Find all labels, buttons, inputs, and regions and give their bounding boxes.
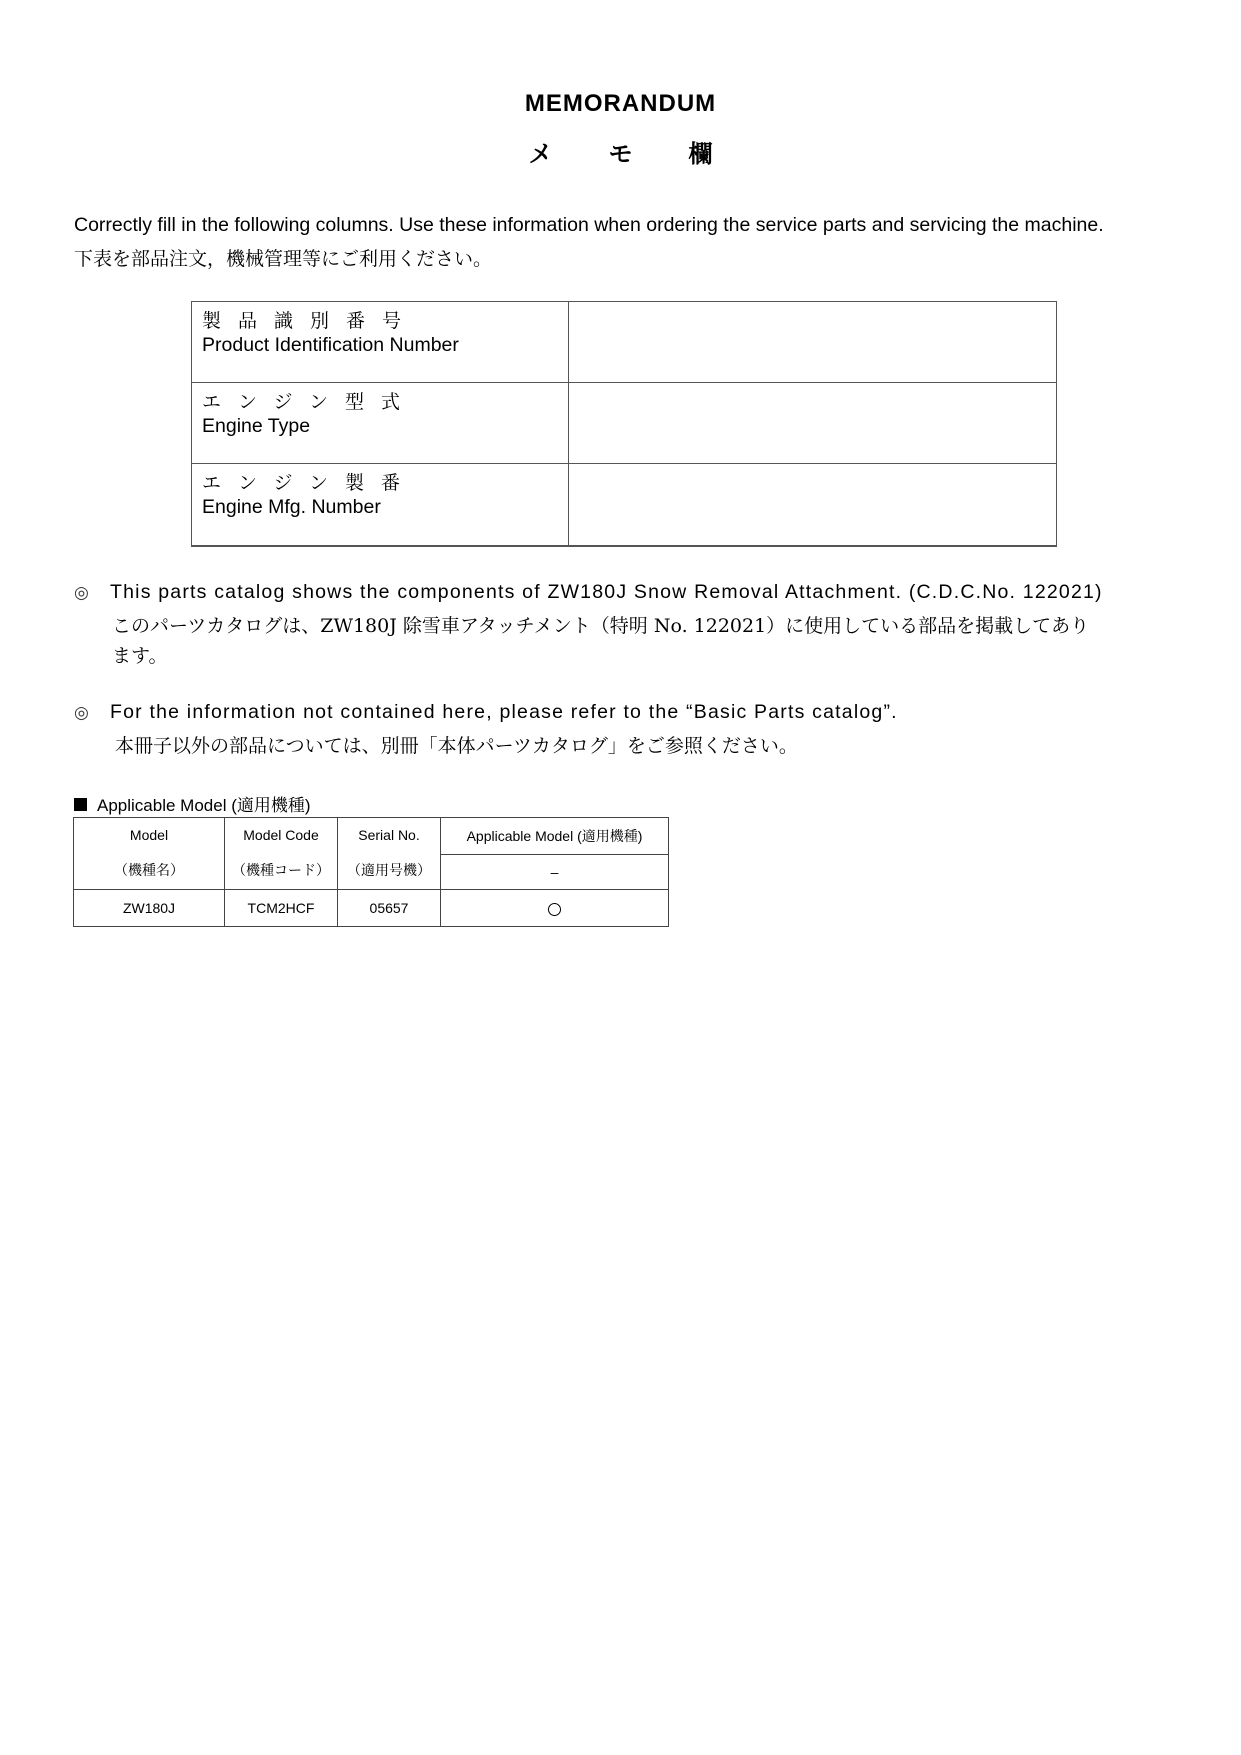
applicable-heading-text: Applicable Model (適用機種) (97, 796, 311, 815)
memo-label-jp: エンジン製番 (202, 472, 418, 495)
memo-label-cell (192, 464, 569, 545)
cell-model-code: TCM2HCF (225, 890, 338, 927)
header-code-en: Model Code (243, 827, 319, 843)
memo-label-jp: 製品識別番号 (202, 310, 419, 332)
circle-mark-icon (548, 903, 561, 916)
memo-label-jp: エンジン型式 (202, 391, 418, 414)
note-text-jp: このパーツカタログは、ZW180J 除雪車アタッチメント（特明 No. 122021）に使用している部品を掲載してあり (112, 615, 1090, 637)
memo-value-product-id[interactable] (569, 302, 1057, 383)
memo-value-engine-type[interactable] (569, 383, 1057, 464)
table-row (74, 890, 669, 927)
cell-serial: 05657 (338, 890, 441, 927)
memo-row-engine-type (192, 383, 1057, 464)
applicable-model-heading (74, 791, 311, 816)
memo-value-blank[interactable] (569, 545, 1057, 546)
memo-row-blank (192, 545, 1057, 546)
models-header-row-1 (74, 818, 669, 855)
memo-label-en: Product Identification Number (202, 334, 459, 356)
intro-english: Correctly fill in the following columns. Use these information when ordering the service parts and servicing the machine. (74, 214, 1104, 236)
header-serial-jp: （適用号機） (347, 862, 431, 878)
memo-label-cell (192, 302, 569, 383)
memo-label-en: Engine Type (202, 415, 311, 438)
cell-applicable (441, 890, 669, 927)
memo-label-en: Engine Mfg. Number (202, 496, 381, 519)
cell-model: ZW180J (74, 890, 225, 927)
memo-row-engine-mfg (192, 464, 1057, 545)
note-text-jp: 本冊子以外の部品については、別冊「本体パーツカタログ」をご参照ください。 (115, 735, 798, 757)
note-text-jp: ます。 (112, 645, 168, 667)
title-japanese (0, 134, 1241, 169)
memo-table (191, 301, 1057, 547)
title-jp-char: 欄 (688, 140, 713, 168)
title-jp-char: モ (608, 140, 633, 168)
applicable-model-table (73, 817, 669, 927)
header-model-code (225, 818, 338, 890)
double-circle-icon: ◎ (74, 703, 89, 723)
double-circle-icon: ◎ (74, 583, 89, 603)
header-model (74, 818, 225, 890)
header-model-en: Model (129, 827, 169, 843)
memo-label-cell (192, 383, 569, 464)
header-serial-en: Serial No. (358, 827, 420, 843)
note-basic-catalog (74, 701, 898, 724)
memo-row-product-id (192, 302, 1057, 383)
black-square-icon (74, 798, 87, 811)
title-english: MEMORANDUM (524, 90, 717, 117)
intro-japanese: 下表を部品注文，機械管理等にご利用ください。 (74, 248, 493, 270)
header-applicable-model: Applicable Model (適用機種) (441, 818, 669, 855)
header-serial-no (338, 818, 441, 890)
header-applicable-sub: – (441, 855, 669, 890)
note-text-en: This parts catalog shows the components of ZW180J Snow Removal Attachment. (C.D.C.No. 122021) (110, 581, 1103, 603)
note-text-en: For the information not contained here, please refer to the “Basic Parts catalog”. (110, 701, 898, 723)
header-model-jp: （機種名） (114, 862, 184, 878)
memo-label-blank[interactable] (192, 545, 569, 546)
header-code-jp: （機種コード） (232, 862, 330, 878)
memo-value-engine-mfg[interactable] (569, 464, 1057, 545)
title-jp-char: メ (528, 140, 553, 168)
note-catalog-scope (74, 581, 1103, 604)
